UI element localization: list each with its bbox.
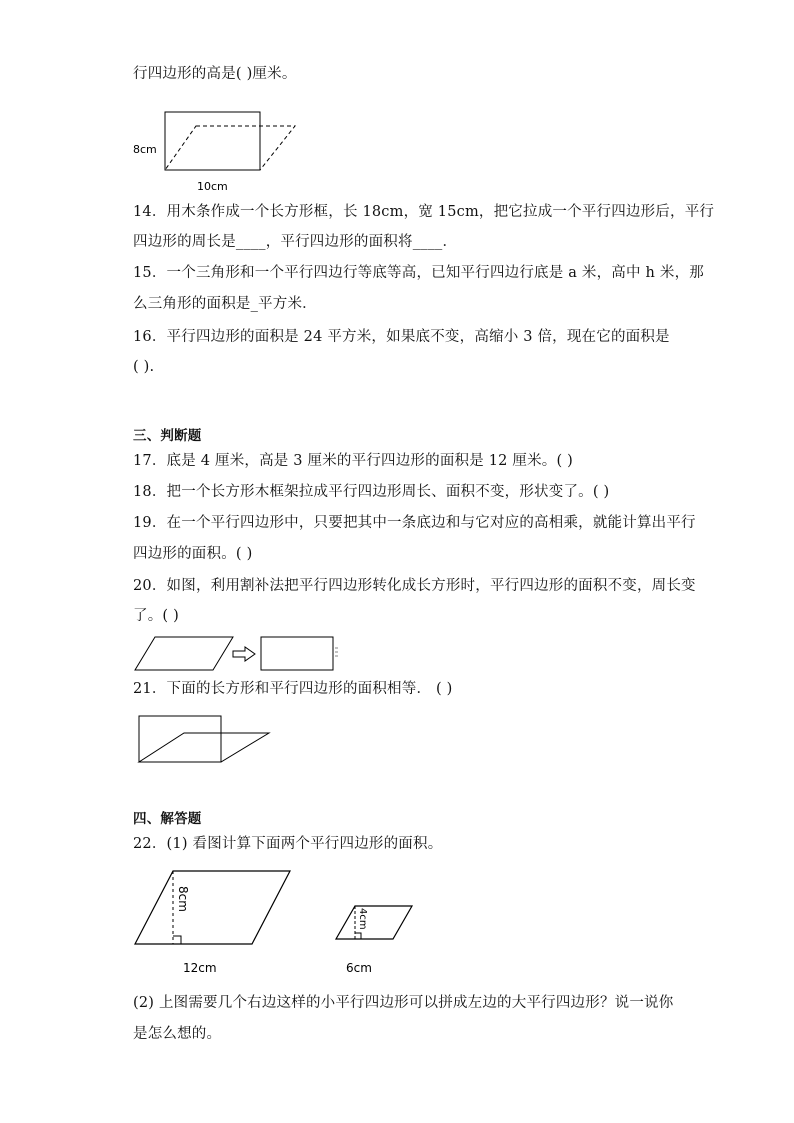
- q22-line-1: 22．(1) 看图计算下面两个平行四边形的面积。: [133, 836, 443, 852]
- fig22-parallelograms: [130, 866, 430, 978]
- fig13-base-label: 10cm: [197, 180, 228, 193]
- fig22-small-height-label: 4cm: [357, 908, 368, 930]
- q20-line-1: 20．如图，利用割补法把平行四边形转化成长方形时，平行四边形的面积不变，周长变: [133, 578, 696, 594]
- fig13-rect-parallelogram: [130, 108, 310, 194]
- q15-line-2: 么三角形的面积是_平方米．: [133, 296, 317, 312]
- fig22-big-base-label: 12cm: [183, 961, 217, 975]
- fig13-height-label: 8cm: [133, 143, 157, 156]
- fig20-transform: [133, 634, 353, 674]
- fig22-small-base-label: 6cm: [346, 961, 372, 975]
- q16-line-1: 16．平行四边形的面积是 24 平方米，如果底不变，高缩小 3 倍，现在它的面积是: [133, 329, 670, 345]
- q15-line-1: 15．一个三角形和一个平行四边行等底等高，已知平行四边行底是 a 米，高中 h 米，那: [133, 265, 704, 281]
- q22-line-3: 是怎么想的。: [133, 1026, 222, 1042]
- q18: 18．把一个长方形木框架拉成平行四边形周长、面积不变，形状变了。( ): [133, 484, 610, 500]
- q22-line-2: (2) 上图需要几个右边这样的小平行四边形可以拼成左边的大平行四边形？说一说你: [133, 995, 674, 1011]
- q14-line-1: 14．用木条作成一个长方形框，长 18cm，宽 15cm，把它拉成一个平行四边形后，平行: [133, 204, 715, 220]
- q14-line-2: 四边形的周长是____，平行四边形的面积将____．: [133, 234, 458, 250]
- q16-line-2: ( ).: [133, 359, 155, 375]
- fig22-big-height-label: 8cm: [176, 886, 190, 912]
- section-3-heading: 三、判断题: [133, 428, 202, 444]
- q19-line-2: 四边形的面积。( ): [133, 546, 253, 562]
- fig21-rect-parallelogram: [137, 713, 277, 765]
- section-4-heading: 四、解答题: [133, 811, 202, 827]
- q17: 17．底是 4 厘米，高是 3 厘米的平行四边形的面积是 12 厘米。( ): [133, 453, 574, 469]
- q19-line-1: 19．在一个平行四边形中，只要把其中一条底边和与它对应的高相乘，就能计算出平行: [133, 515, 696, 531]
- q13-continuation: 行四边形的高是( )厘米。: [133, 66, 297, 82]
- q21: 21．下面的长方形和平行四边形的面积相等． ( ): [133, 681, 453, 697]
- q20-line-2: 了。( ): [133, 608, 179, 624]
